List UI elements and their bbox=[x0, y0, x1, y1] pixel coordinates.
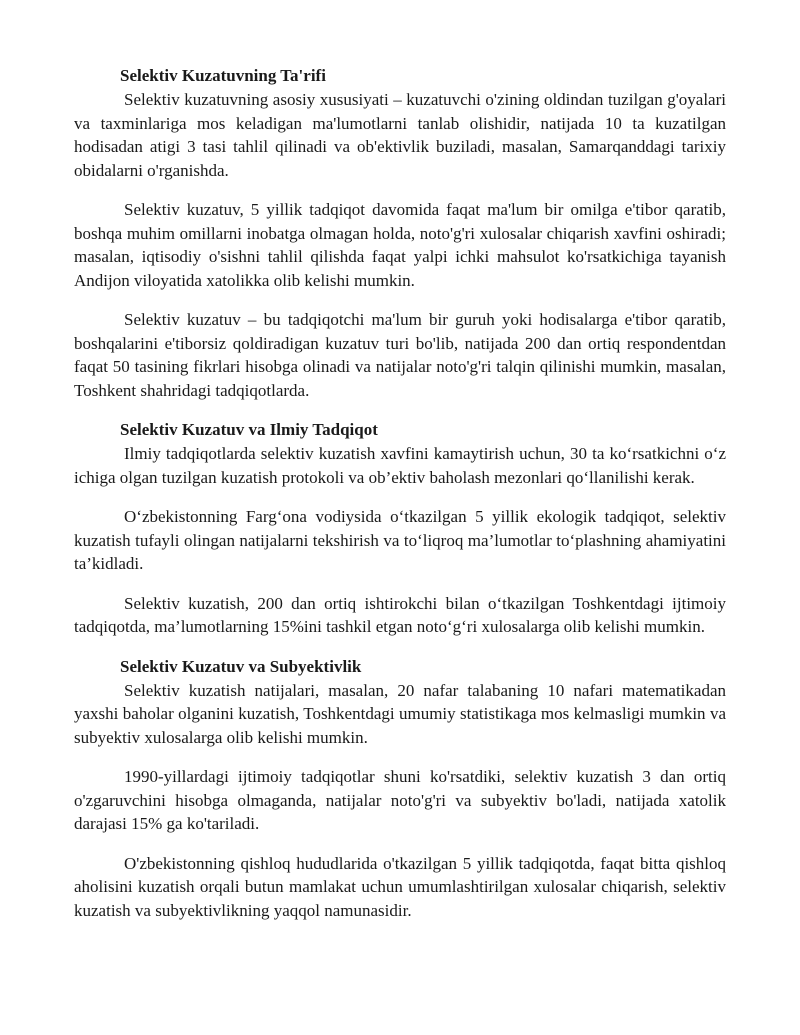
section-scientific-research bbox=[74, 420, 726, 639]
paragraph: 1990-yillardagi ijtimoiy tadqiqotlar shuni ko'rsatdiki, selektiv kuzatish 3 dan ortiq o'zgaruvchini hisobga olmaganda, natijalar noto'g'ri va subyektiv bo'ladi, natijada xatolik darajasi 15% ga ko'tariladi. bbox=[74, 767, 726, 833]
paragraph: Selektiv kuzatish, 200 dan ortiq ishtirokchi bilan o‘tkazilgan Toshkentdagi ijtimoiy tadqiqotda, ma’lumotlarning 15%ini tashkil etgan noto‘g‘ri xulosalarga olib kelishi mumkin. bbox=[74, 593, 726, 636]
paragraph: Selektiv kuzatuv, 5 yillik tadqiqot davomida faqat ma'lum bir omilga e'tibor qaratib, boshqa muhim omillarni inobatga olmagan holda, noto'g'ri xulosalar chiqarish xavfini oshiradi; masalan, iqtisodiy o'sishni tahlil qilishda faqat yalpi ichki mahsulot ko'rsatkichiga tayanish Andijon viloyatida xatolikka olib kelishi mumkin. bbox=[74, 200, 726, 290]
section-title: Selektiv Kuzatuv va Subyektivlik bbox=[120, 656, 362, 676]
section-subjectivity bbox=[74, 657, 726, 923]
paragraph: Selektiv kuzatuv – bu tadqiqotchi ma'lum bir guruh yoki hodisalarga e'tibor qaratib, boshqalarini e'tiborsiz qoldiradigan kuzatuv turi bo'lib, natijada 200 dan ortiq respondentdan faqat 50 tasining fikrlari hisobga olinadi va natijalar noto'g'ri talqin qilinishi mumkin, masalan, Toshkent shahridagi tadqiqotlarda. bbox=[74, 310, 726, 400]
section-title: Selektiv Kuzatuv va Ilmiy Tadqiqot bbox=[120, 420, 378, 439]
paragraph: O'zbekistonning qishloq hududlarida o'tkazilgan 5 yillik tadqiqotda, faqat bitta qishloq aholisini kuzatish orqali butun mamlakat uchun umumlashtirilgan xulosalar chiqarish, selektiv kuzatish va subyektivlikning yaqqol namunasidir. bbox=[74, 853, 726, 920]
paragraph: Selektiv kuzatuvning asosiy xususiyati – kuzatuvchi o'zining oldindan tuzilgan g'oyalari va taxminlariga mos keladigan ma'lumotlarni tanlab olishidir, natijada 10 ta kuzatilgan hodisadan atigi 3 tasi tahlil qilinadi va ob'ektivlik buziladi, masalan, Samarqanddagi tarixiy obidalarni o'rganishda. bbox=[74, 90, 726, 180]
section-title: Selektiv Kuzatuvning Ta'rifi bbox=[120, 66, 326, 85]
paragraph: Ilmiy tadqiqotlarda selektiv kuzatish xavfini kamaytirish uchun, 30 ta ko‘rsatkichni o‘z ichiga olgan tuzilgan kuzatish protokoli va ob’ektiv baholash mezonlari qo‘llanilishi kerak. bbox=[74, 444, 726, 487]
paragraph: Selektiv kuzatish natijalari, masalan, 20 nafar talabaning 10 nafari matematikadan yaxshi baholar olganini kuzatish, Toshkentdagi umumiy statistikaga mos kelmasligi mumkin va subyektiv xulosalarga olib kelishi mumkin. bbox=[74, 680, 726, 747]
paragraph: O‘zbekistonning Farg‘ona vodiysida o‘tkazilgan 5 yillik ekologik tadqiqot, selektiv kuzatish tufayli olingan natijalarni tekshirish va to‘liqroq ma’lumotlar to‘plashning ahamiyatini ta’kidladi. bbox=[74, 507, 726, 573]
section-definition bbox=[74, 66, 726, 402]
